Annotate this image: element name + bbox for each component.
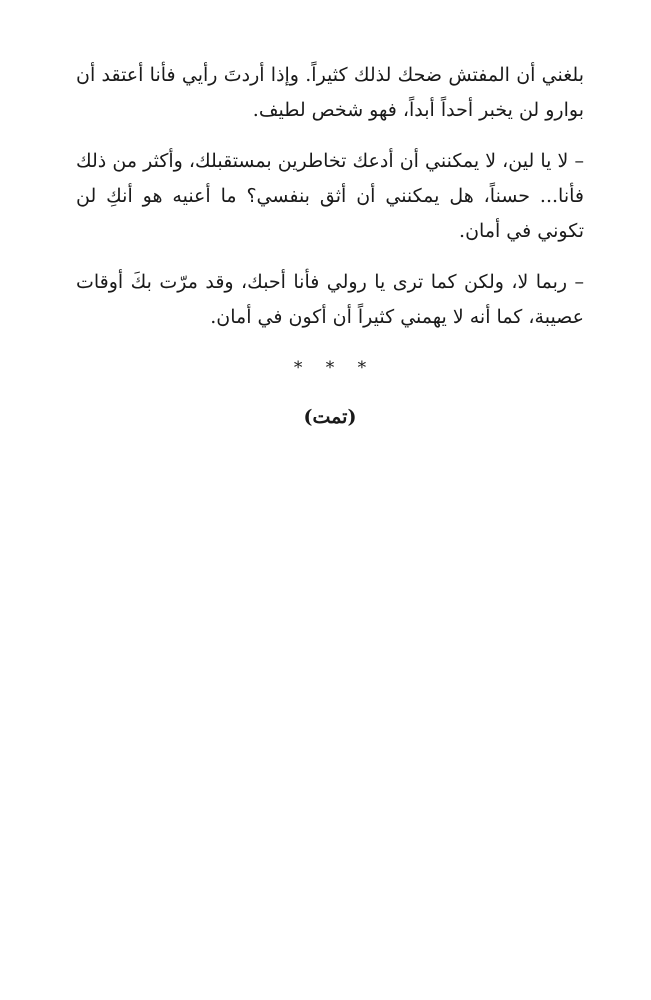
paragraph-3: – ربما لا، ولكن كما ترى يا رولي فأنا أحبك، وقد مرّت بكَ أوقات عصيبة، كما أنه لا يهمني كثيراً أن أكون في أمان. [76, 271, 584, 328]
paragraph-1: بلغني أن المفتش ضحك لذلك كثيراً. وإذا أردتَ رأيي فأنا أعتقد أن بوارو لن يخبر أحداً أبداً، فهو شخص لطيف. [76, 64, 584, 121]
section-separator: * * * [293, 358, 367, 378]
paragraph-2: – لا يا لين، لا يمكنني أن أدعك تخاطرين بمستقبلك، وأكثر من ذلك فأنا... حسناً، هل يمكنني أن أثق بنفسي؟ ما أعنيه هو أنكِ لن تكوني في أمان. [76, 150, 584, 242]
ending-mark: (تمت) [303, 406, 357, 428]
page-body [76, 58, 584, 435]
